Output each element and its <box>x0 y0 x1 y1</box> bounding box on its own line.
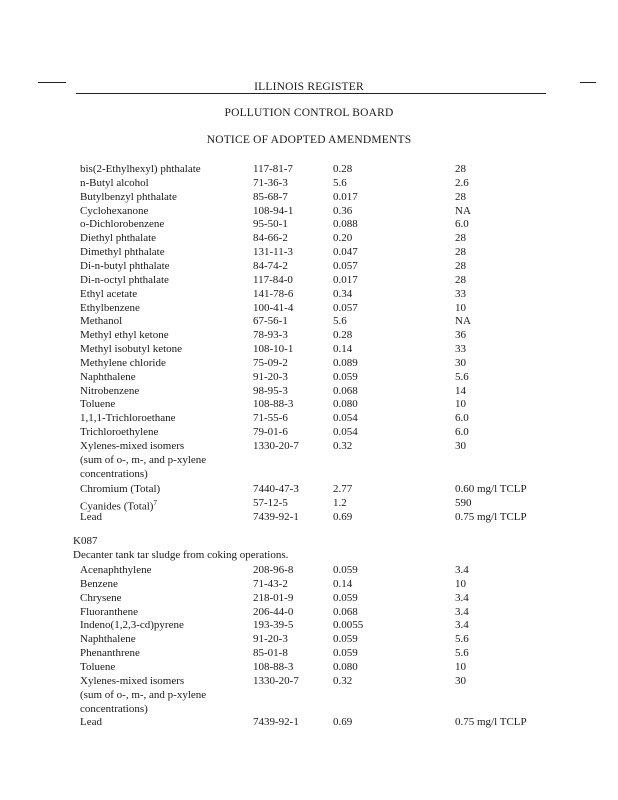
constituent-name: Diethyl phthalate <box>80 232 157 244</box>
cas-number: 108-88-3 <box>253 398 294 410</box>
nonwastewater-concentration: 0.60 mg/l TCLP <box>455 483 527 495</box>
wastewater-concentration: 0.054 <box>333 426 358 438</box>
wastewater-concentration: 0.14 <box>333 343 353 355</box>
constituent-name: Chrysene <box>80 592 122 604</box>
wastewater-concentration: 0.047 <box>333 246 358 258</box>
cas-number: 108-10-1 <box>253 343 294 355</box>
constituent-name: Di-n-octyl phthalate <box>80 274 169 286</box>
cas-number: 108-88-3 <box>253 661 294 673</box>
cas-number: 91-20-3 <box>253 633 288 645</box>
footnote-marker: 7 <box>153 499 157 507</box>
wastewater-concentration: 0.057 <box>333 302 358 314</box>
cas-number: 7439-92-1 <box>253 716 299 728</box>
register-title: ILLINOIS REGISTER <box>254 81 364 93</box>
cas-number: 85-01-8 <box>253 647 288 659</box>
table-row <box>0 356 618 370</box>
constituent-name: Ethylbenzene <box>80 302 140 314</box>
wastewater-concentration: 0.054 <box>333 412 358 424</box>
nonwastewater-concentration: 3.4 <box>455 606 469 618</box>
wastewater-concentration: 0.080 <box>333 398 358 410</box>
wastewater-concentration: 5.6 <box>333 177 347 189</box>
wastewater-concentration: 0.32 <box>333 440 353 452</box>
constituent-name: Methyl isobutyl ketone <box>80 343 183 355</box>
table-row <box>0 632 618 646</box>
table-row <box>0 259 618 273</box>
nonwastewater-concentration: 6.0 <box>455 426 469 438</box>
constituent-name: Di-n-butyl phthalate <box>80 260 170 272</box>
constituent-name: Lead <box>80 716 102 728</box>
wastewater-concentration: 0.088 <box>333 218 358 230</box>
cas-number: 208-96-8 <box>253 564 294 576</box>
nonwastewater-concentration: 10 <box>455 302 466 314</box>
table-row <box>0 591 618 605</box>
table-row <box>0 510 618 524</box>
cas-number: 117-84-0 <box>253 274 293 286</box>
nonwastewater-concentration: 2.6 <box>455 177 469 189</box>
constituent-name: Naphthalene <box>80 371 136 383</box>
cas-number: 75-09-2 <box>253 357 288 369</box>
xylenes-note: (sum of o-, m-, and p-xylene <box>80 689 207 701</box>
table-row <box>0 577 618 591</box>
cas-number: 67-56-1 <box>253 315 288 327</box>
nonwastewater-concentration: 590 <box>455 497 472 509</box>
cas-number: 95-50-1 <box>253 218 288 230</box>
cas-number: 206-44-0 <box>253 606 294 618</box>
wastewater-concentration: 0.34 <box>333 288 353 300</box>
wastewater-concentration: 0.089 <box>333 357 358 369</box>
constituent-name: o-Dichlorobenzene <box>80 218 165 230</box>
table-row <box>0 605 618 619</box>
constituent-name: Benzene <box>80 578 118 590</box>
cas-number: 1330-20-7 <box>253 440 299 452</box>
wastewater-concentration: 0.36 <box>333 205 353 217</box>
table-row <box>0 482 618 496</box>
table-row <box>0 618 618 632</box>
constituent-name: Lead <box>80 511 102 523</box>
xylenes-note: concentrations) <box>80 703 148 715</box>
constituent-name: Trichloroethylene <box>80 426 159 438</box>
table-row <box>0 301 618 315</box>
xylenes-note-row <box>0 702 618 716</box>
waste-code-row <box>0 534 618 548</box>
wastewater-concentration: 0.059 <box>333 371 358 383</box>
nonwastewater-concentration: 14 <box>455 385 466 397</box>
nonwastewater-concentration: 5.6 <box>455 633 469 645</box>
constituent-name: Phenanthrene <box>80 647 140 659</box>
nonwastewater-concentration: 6.0 <box>455 218 469 230</box>
table-row <box>0 231 618 245</box>
cas-number: 71-43-2 <box>253 578 288 590</box>
wastewater-concentration: 0.28 <box>333 329 353 341</box>
table-row <box>0 204 618 218</box>
nonwastewater-concentration: NA <box>455 315 471 327</box>
constituent-name: Cyanides (Total)$^7$ <box>80 499 157 513</box>
constituent-name: Butylbenzyl phthalate <box>80 191 177 203</box>
nonwastewater-concentration: 30 <box>455 675 466 687</box>
constituent-name: Chromium (Total) <box>80 483 161 495</box>
constituent-name: Naphthalene <box>80 633 136 645</box>
table-row <box>0 425 618 439</box>
nonwastewater-concentration: NA <box>455 205 471 217</box>
table-row <box>0 217 618 231</box>
table-row <box>0 384 618 398</box>
table-row <box>0 397 618 411</box>
wastewater-concentration: 0.068 <box>333 606 358 618</box>
nonwastewater-concentration: 10 <box>455 661 466 673</box>
table-row <box>0 674 618 688</box>
wastewater-concentration: 2.77 <box>333 483 353 495</box>
nonwastewater-concentration: 28 <box>455 191 466 203</box>
cas-number: 1330-20-7 <box>253 675 299 687</box>
wastewater-concentration: 0.059 <box>333 592 358 604</box>
table-row <box>0 660 618 674</box>
table-row <box>0 342 618 356</box>
wastewater-concentration: 0.69 <box>333 716 353 728</box>
nonwastewater-concentration: 33 <box>455 343 466 355</box>
cas-number: 141-78-6 <box>253 288 294 300</box>
nonwastewater-concentration: 28 <box>455 232 466 244</box>
cas-number: 100-41-4 <box>253 302 294 314</box>
cas-number: 193-39-5 <box>253 619 294 631</box>
constituent-name: Indeno(1,2,3-cd)pyrene <box>80 619 184 631</box>
table-row <box>0 439 618 453</box>
table-row <box>0 314 618 328</box>
constituent-name: Dimethyl phthalate <box>80 246 165 258</box>
nonwastewater-concentration: 6.0 <box>455 412 469 424</box>
table-row <box>0 273 618 287</box>
wastewater-concentration: 0.059 <box>333 564 358 576</box>
xylenes-note: concentrations) <box>80 468 148 480</box>
wastewater-concentration: 0.017 <box>333 191 358 203</box>
constituent-name: Acenaphthylene <box>80 564 152 576</box>
nonwastewater-concentration: 28 <box>455 274 466 286</box>
constituent-name: Methanol <box>80 315 123 327</box>
table-row <box>0 370 618 384</box>
cas-number: 98-95-3 <box>253 385 288 397</box>
constituent-name: Toluene <box>80 661 116 673</box>
wastewater-concentration: 5.6 <box>333 315 347 327</box>
nonwastewater-concentration: 5.6 <box>455 371 469 383</box>
nonwastewater-concentration: 10 <box>455 398 466 410</box>
constituent-name: n-Butyl alcohol <box>80 177 149 189</box>
nonwastewater-concentration: 30 <box>455 440 466 452</box>
nonwastewater-concentration: 3.4 <box>455 619 469 631</box>
constituent-name: bis(2-Ethylhexyl) phthalate <box>80 163 201 175</box>
constituent-name: Xylenes-mixed isomers <box>80 440 185 452</box>
table-row <box>0 162 618 176</box>
nonwastewater-concentration: 5.6 <box>455 647 469 659</box>
nonwastewater-concentration: 28 <box>455 246 466 258</box>
wastewater-concentration: 0.080 <box>333 661 358 673</box>
notice-title: NOTICE OF ADOPTED AMENDMENTS <box>206 134 412 146</box>
cas-number: 218-01-9 <box>253 592 294 604</box>
waste-description: Decanter tank tar sludge from coking operations. <box>73 549 289 561</box>
board-title: POLLUTION CONTROL BOARD <box>224 107 394 119</box>
constituent-name: Nitrobenzene <box>80 385 140 397</box>
cas-number: 117-81-7 <box>253 163 293 175</box>
nonwastewater-concentration: 0.75 mg/l TCLP <box>455 511 527 523</box>
nonwastewater-concentration: 0.75 mg/l TCLP <box>455 716 527 728</box>
nonwastewater-concentration: 28 <box>455 260 466 272</box>
nonwastewater-concentration: 3.4 <box>455 564 469 576</box>
cas-number: 84-66-2 <box>253 232 288 244</box>
cas-number: 131-11-3 <box>253 246 293 258</box>
xylenes-note-row <box>0 688 618 702</box>
wastewater-concentration: 0.057 <box>333 260 358 272</box>
wastewater-concentration: 0.068 <box>333 385 358 397</box>
wastewater-concentration: 0.059 <box>333 633 358 645</box>
constituent-name: Toluene <box>80 398 116 410</box>
waste-description-row <box>0 548 618 562</box>
cas-number: 7439-92-1 <box>253 511 299 523</box>
xylenes-note: (sum of o-, m-, and p-xylene <box>80 454 207 466</box>
wastewater-concentration: 0.059 <box>333 647 358 659</box>
table-row <box>0 176 618 190</box>
xylenes-note-row <box>0 453 618 467</box>
constituent-name: Ethyl acetate <box>80 288 138 300</box>
waste-code: K087 <box>73 535 98 547</box>
constituent-name: Fluoranthene <box>80 606 139 618</box>
wastewater-concentration: 0.28 <box>333 163 353 175</box>
cas-number: 7440-47-3 <box>253 483 299 495</box>
wastewater-concentration: 0.14 <box>333 578 353 590</box>
cas-number: 78-93-3 <box>253 329 288 341</box>
constituent-name: Cyclohexanone <box>80 205 149 217</box>
table-row <box>0 245 618 259</box>
wastewater-concentration: 0.69 <box>333 511 353 523</box>
table-row <box>0 411 618 425</box>
table-row <box>0 287 618 301</box>
wastewater-concentration: 0.0055 <box>333 619 364 631</box>
cas-number: 85-68-7 <box>253 191 288 203</box>
table-row <box>0 496 618 513</box>
wastewater-concentration: 0.20 <box>333 232 353 244</box>
constituent-name: Xylenes-mixed isomers <box>80 675 185 687</box>
nonwastewater-concentration: 10 <box>455 578 466 590</box>
table-row <box>0 563 618 577</box>
constituent-name: Methylene chloride <box>80 357 166 369</box>
cas-number: 79-01-6 <box>253 426 288 438</box>
wastewater-concentration: 1.2 <box>333 497 347 509</box>
nonwastewater-concentration: 36 <box>455 329 466 341</box>
nonwastewater-concentration: 33 <box>455 288 466 300</box>
constituent-name: Methyl ethyl ketone <box>80 329 169 341</box>
wastewater-concentration: 0.017 <box>333 274 358 286</box>
xylenes-note-row <box>0 467 618 481</box>
cas-number: 57-12-5 <box>253 497 288 509</box>
cas-number: 71-55-6 <box>253 412 288 424</box>
nonwastewater-concentration: 30 <box>455 357 466 369</box>
cas-number: 84-74-2 <box>253 260 288 272</box>
nonwastewater-concentration: 3.4 <box>455 592 469 604</box>
constituent-name: 1,1,1-Trichloroethane <box>80 412 176 424</box>
nonwastewater-concentration: 28 <box>455 163 466 175</box>
cas-number: 91-20-3 <box>253 371 288 383</box>
cas-number: 108-94-1 <box>253 205 294 217</box>
table-row <box>0 190 618 204</box>
table-row <box>0 328 618 342</box>
table-row <box>0 646 618 660</box>
table-row <box>0 715 618 729</box>
wastewater-concentration: 0.32 <box>333 675 353 687</box>
cas-number: 71-36-3 <box>253 177 288 189</box>
header-rule-main <box>76 93 546 94</box>
